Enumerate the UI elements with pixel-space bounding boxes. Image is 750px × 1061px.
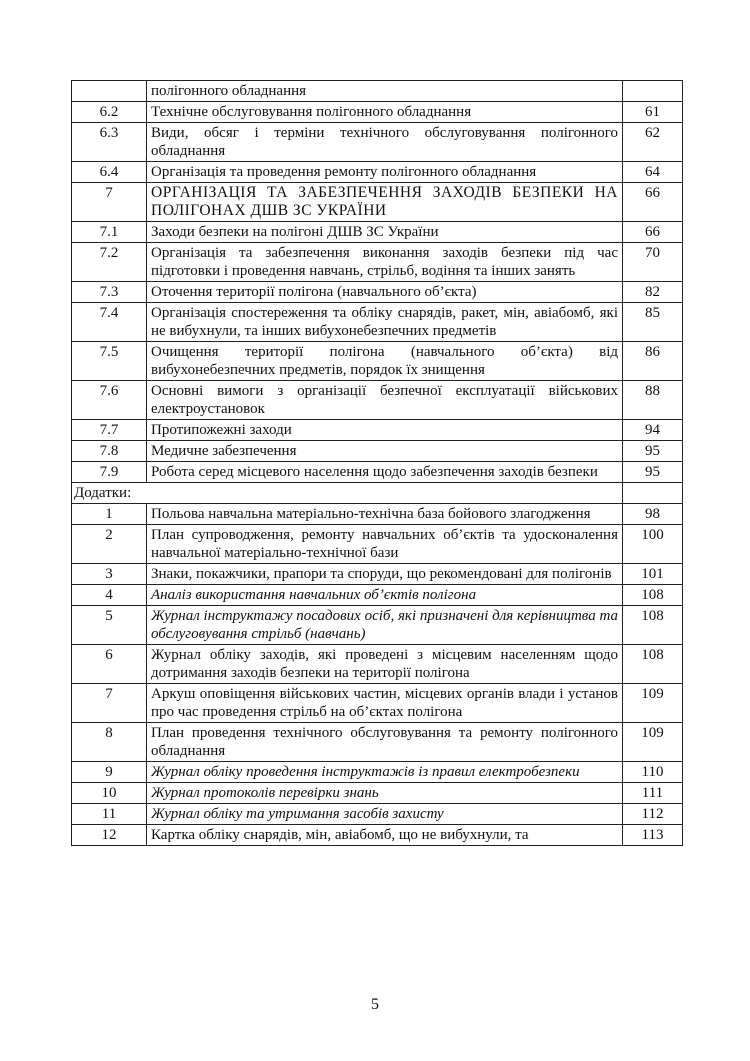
section-number: 7 xyxy=(72,183,147,222)
toc-row xyxy=(72,606,683,645)
toc-row xyxy=(72,804,683,825)
section-number: 6 xyxy=(72,645,147,684)
section-number: 7.9 xyxy=(72,462,147,483)
section-number: 7.3 xyxy=(72,282,147,303)
page-ref: 82 xyxy=(623,282,683,303)
page-ref: 66 xyxy=(623,183,683,222)
toc-row xyxy=(72,564,683,585)
toc-row xyxy=(72,762,683,783)
section-number: 6.4 xyxy=(72,162,147,183)
section-title: Журнал протоколів перевірки знань xyxy=(147,783,623,804)
page-ref: 101 xyxy=(623,564,683,585)
section-number: 8 xyxy=(72,723,147,762)
toc-row xyxy=(72,342,683,381)
page-ref: 108 xyxy=(623,606,683,645)
section-number: 7.5 xyxy=(72,342,147,381)
section-number: 7.2 xyxy=(72,243,147,282)
toc-row xyxy=(72,123,683,162)
toc-row xyxy=(72,420,683,441)
page-ref: 109 xyxy=(623,684,683,723)
page-ref: 88 xyxy=(623,381,683,420)
section-title: Журнал інструктажу посадових осіб, які призначені для керівництва та обслуговування стрільб (навчань) xyxy=(147,606,623,645)
page-ref: 112 xyxy=(623,804,683,825)
page-ref: 111 xyxy=(623,783,683,804)
toc-body xyxy=(72,81,683,846)
toc-row xyxy=(72,645,683,684)
page-ref: 62 xyxy=(623,123,683,162)
section-number: 6.2 xyxy=(72,102,147,123)
page-ref: 94 xyxy=(623,420,683,441)
section-title: Медичне забезпечення xyxy=(147,441,623,462)
section-title: Основні вимоги з організації безпечної експлуатації військових електроустановок xyxy=(147,381,623,420)
page-ref: 109 xyxy=(623,723,683,762)
toc-row xyxy=(72,462,683,483)
section-number: 6.3 xyxy=(72,123,147,162)
section-number: 12 xyxy=(72,825,147,846)
section-number: 2 xyxy=(72,525,147,564)
section-title: Аркуш оповіщення військових частин, місцевих органів влади і установ про час проведення стрільб на об’єктах полігона xyxy=(147,684,623,723)
section-title: Аналіз використання навчальних об’єктів полігона xyxy=(147,585,623,606)
page-ref: 86 xyxy=(623,342,683,381)
section-title: Робота серед місцевого населення щодо забезпечення заходів безпеки xyxy=(147,462,623,483)
page-ref: 61 xyxy=(623,102,683,123)
section-title: Організація та проведення ремонту полігонного обладнання xyxy=(147,162,623,183)
toc-row xyxy=(72,783,683,804)
page-ref: 66 xyxy=(623,222,683,243)
toc-row xyxy=(72,525,683,564)
section-number: 5 xyxy=(72,606,147,645)
section-title: Очищення території полігона (навчального об’єкта) від вибухонебезпечних предметів, порядок їх знищення xyxy=(147,342,623,381)
empty-page-cell xyxy=(623,483,683,504)
toc-row xyxy=(72,723,683,762)
section-title: Організація та забезпечення виконання заходів безпеки під час підготовки і проведення навчань, стрільб, водіння та інших занять xyxy=(147,243,623,282)
section-title: План проведення технічного обслуговування та ремонту полігонного обладнання xyxy=(147,723,623,762)
page-ref: 110 xyxy=(623,762,683,783)
page-ref: 85 xyxy=(623,303,683,342)
page-ref: 98 xyxy=(623,504,683,525)
toc-row xyxy=(72,243,683,282)
page-ref: 100 xyxy=(623,525,683,564)
toc-row xyxy=(72,381,683,420)
appendix-label: Додатки: xyxy=(72,483,623,504)
section-title: План супроводження, ремонту навчальних об’єктів та удосконалення навчальної матеріально-технічної бази xyxy=(147,525,623,564)
page-ref xyxy=(623,81,683,102)
section-title: Організація спостереження та обліку снарядів, ракет, мін, авіабомб, які не вибухнули, та інших вибухонебезпечних предметів xyxy=(147,303,623,342)
toc-row xyxy=(72,303,683,342)
page-ref: 108 xyxy=(623,645,683,684)
page-ref: 95 xyxy=(623,462,683,483)
toc-row xyxy=(72,102,683,123)
section-title: Польова навчальна матеріально-технічна база бойового злагодження xyxy=(147,504,623,525)
section-title: Журнал обліку заходів, які проведені з місцевим населенням щодо дотримання заходів безпеки на території полігона xyxy=(147,645,623,684)
appendix-header-row xyxy=(72,483,683,504)
section-title: полігонного обладнання xyxy=(147,81,623,102)
section-title: Журнал обліку проведення інструктажів із правил електробезпеки xyxy=(147,762,623,783)
toc-row xyxy=(72,162,683,183)
section-title: Журнал обліку та утримання засобів захисту xyxy=(147,804,623,825)
section-number: 3 xyxy=(72,564,147,585)
section-title: Технічне обслуговування полігонного обладнання xyxy=(147,102,623,123)
section-number: 10 xyxy=(72,783,147,804)
toc-row xyxy=(72,183,683,222)
toc-row xyxy=(72,441,683,462)
page-number: 5 xyxy=(371,996,379,1013)
toc-row xyxy=(72,222,683,243)
section-number: 9 xyxy=(72,762,147,783)
section-number: 7 xyxy=(72,684,147,723)
section-number xyxy=(72,81,147,102)
page-ref: 70 xyxy=(623,243,683,282)
section-title: ОРГАНІЗАЦІЯ ТА ЗАБЕЗПЕЧЕННЯ ЗАХОДІВ БЕЗПЕКИ НА ПОЛІГОНАХ ДШВ ЗС УКРАЇНИ xyxy=(147,183,623,222)
section-number: 1 xyxy=(72,504,147,525)
toc-row xyxy=(72,282,683,303)
section-number: 11 xyxy=(72,804,147,825)
toc-row xyxy=(72,684,683,723)
section-title: Заходи безпеки на полігоні ДШВ ЗС України xyxy=(147,222,623,243)
page-ref: 64 xyxy=(623,162,683,183)
toc-row xyxy=(72,504,683,525)
page-ref: 108 xyxy=(623,585,683,606)
section-number: 7.4 xyxy=(72,303,147,342)
toc-row xyxy=(72,825,683,846)
section-title: Оточення території полігона (навчального об’єкта) xyxy=(147,282,623,303)
section-number: 7.8 xyxy=(72,441,147,462)
section-title: Знаки, покажчики, прапори та споруди, що рекомендовані для полігонів xyxy=(147,564,623,585)
section-number: 7.1 xyxy=(72,222,147,243)
section-number: 7.6 xyxy=(72,381,147,420)
toc-row xyxy=(72,585,683,606)
section-title: Види, обсяг і терміни технічного обслуговування полігонного обладнання xyxy=(147,123,623,162)
section-title: Протипожежні заходи xyxy=(147,420,623,441)
toc-row xyxy=(72,81,683,102)
table-of-contents xyxy=(71,80,683,846)
page-ref: 113 xyxy=(623,825,683,846)
section-number: 4 xyxy=(72,585,147,606)
page-ref: 95 xyxy=(623,441,683,462)
section-number: 7.7 xyxy=(72,420,147,441)
section-title: Картка обліку снарядів, мін, авіабомб, що не вибухнули, та xyxy=(147,825,623,846)
